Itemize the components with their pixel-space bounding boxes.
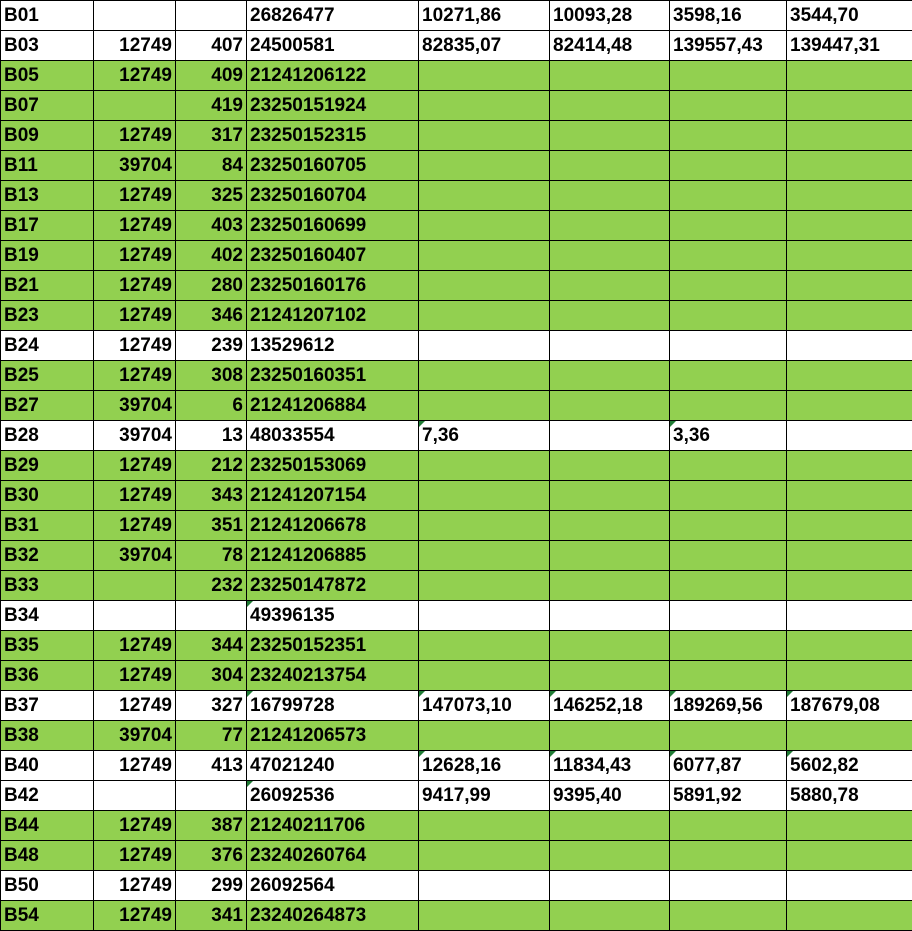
- value-b-cell[interactable]: [550, 601, 670, 631]
- value-c-cell[interactable]: [670, 211, 787, 241]
- value-b-cell[interactable]: 82414,48: [550, 31, 670, 61]
- account-cell[interactable]: 21241206885: [247, 541, 419, 571]
- table-row: [1, 331, 912, 361]
- value-d-cell[interactable]: 3544,70: [787, 1, 912, 31]
- value-c-cell[interactable]: [670, 241, 787, 271]
- value-d-cell[interactable]: [787, 331, 912, 361]
- table-row: [1, 301, 912, 331]
- value-a-cell[interactable]: [419, 511, 550, 541]
- number-cell[interactable]: 304: [176, 661, 247, 691]
- value-b-cell[interactable]: [550, 421, 670, 451]
- value-b-cell[interactable]: 146252,18: [550, 691, 670, 721]
- value-b-cell[interactable]: [550, 151, 670, 181]
- table-row: [1, 181, 912, 211]
- code-cell[interactable]: 12749: [94, 661, 176, 691]
- account-cell[interactable]: 26826477: [247, 1, 419, 31]
- value-b-cell[interactable]: [550, 301, 670, 331]
- value-d-cell[interactable]: [787, 181, 912, 211]
- value-a-cell[interactable]: [419, 391, 550, 421]
- id-cell[interactable]: B40: [1, 751, 94, 781]
- value-d-cell[interactable]: [787, 541, 912, 571]
- value-c-cell[interactable]: 139557,43: [670, 31, 787, 61]
- code-cell[interactable]: 12749: [94, 271, 176, 301]
- account-cell[interactable]: 21241207102: [247, 301, 419, 331]
- id-cell[interactable]: B11: [1, 151, 94, 181]
- account-cell[interactable]: 21241206884: [247, 391, 419, 421]
- value-d-cell[interactable]: [787, 811, 912, 841]
- value-c-cell[interactable]: [670, 661, 787, 691]
- value-c-cell[interactable]: [670, 301, 787, 331]
- value-a-cell[interactable]: 12628,16: [419, 751, 550, 781]
- value-d-cell[interactable]: [787, 301, 912, 331]
- value-d-cell[interactable]: [787, 571, 912, 601]
- value-b-cell[interactable]: 10093,28: [550, 1, 670, 31]
- code-cell[interactable]: 39704: [94, 721, 176, 751]
- number-cell[interactable]: 299: [176, 871, 247, 901]
- value-c-cell[interactable]: 3,36: [670, 421, 787, 451]
- id-cell[interactable]: B19: [1, 241, 94, 271]
- value-b-cell[interactable]: [550, 661, 670, 691]
- account-cell[interactable]: 24500581: [247, 31, 419, 61]
- number-cell[interactable]: 419: [176, 91, 247, 121]
- value-c-cell[interactable]: [670, 841, 787, 871]
- value-d-cell[interactable]: [787, 481, 912, 511]
- id-cell[interactable]: B38: [1, 721, 94, 751]
- account-cell[interactable]: 21241207154: [247, 481, 419, 511]
- number-cell[interactable]: 407: [176, 31, 247, 61]
- account-cell[interactable]: 21241206573: [247, 721, 419, 751]
- code-cell[interactable]: 12749: [94, 511, 176, 541]
- id-cell[interactable]: B24: [1, 331, 94, 361]
- id-cell[interactable]: B30: [1, 481, 94, 511]
- code-cell[interactable]: 12749: [94, 751, 176, 781]
- value-b-cell[interactable]: [550, 211, 670, 241]
- table-row: [1, 601, 912, 631]
- value-c-cell[interactable]: 6077,87: [670, 751, 787, 781]
- table-row: [1, 631, 912, 661]
- account-cell[interactable]: 21241206678: [247, 511, 419, 541]
- id-cell[interactable]: B01: [1, 1, 94, 31]
- value-d-cell[interactable]: [787, 61, 912, 91]
- number-cell[interactable]: 317: [176, 121, 247, 151]
- table-row: [1, 871, 912, 901]
- value-b-cell[interactable]: [550, 841, 670, 871]
- number-cell[interactable]: 341: [176, 901, 247, 931]
- value-c-cell[interactable]: [670, 571, 787, 601]
- id-cell[interactable]: B03: [1, 31, 94, 61]
- id-cell[interactable]: B35: [1, 631, 94, 661]
- value-b-cell[interactable]: [550, 61, 670, 91]
- code-cell[interactable]: 39704: [94, 391, 176, 421]
- value-b-cell[interactable]: [550, 871, 670, 901]
- id-cell[interactable]: B32: [1, 541, 94, 571]
- value-d-cell[interactable]: [787, 91, 912, 121]
- id-cell[interactable]: B21: [1, 271, 94, 301]
- account-cell[interactable]: 23250160351: [247, 361, 419, 391]
- value-d-cell[interactable]: [787, 391, 912, 421]
- value-a-cell[interactable]: 147073,10: [419, 691, 550, 721]
- account-cell[interactable]: 23250153069: [247, 451, 419, 481]
- number-cell[interactable]: 212: [176, 451, 247, 481]
- code-cell[interactable]: 12749: [94, 31, 176, 61]
- table-row: [1, 511, 912, 541]
- value-d-cell[interactable]: 5880,78: [787, 781, 912, 811]
- number-cell[interactable]: 239: [176, 331, 247, 361]
- id-cell[interactable]: B48: [1, 841, 94, 871]
- value-b-cell[interactable]: [550, 571, 670, 601]
- value-c-cell[interactable]: [670, 481, 787, 511]
- value-c-cell[interactable]: [670, 271, 787, 301]
- code-cell[interactable]: [94, 91, 176, 121]
- value-a-cell[interactable]: [419, 301, 550, 331]
- value-c-cell[interactable]: [670, 631, 787, 661]
- account-cell[interactable]: 13529612: [247, 331, 419, 361]
- id-cell[interactable]: B07: [1, 91, 94, 121]
- value-a-cell[interactable]: [419, 151, 550, 181]
- value-d-cell[interactable]: [787, 871, 912, 901]
- code-cell[interactable]: 39704: [94, 541, 176, 571]
- id-cell[interactable]: B37: [1, 691, 94, 721]
- number-cell[interactable]: 325: [176, 181, 247, 211]
- id-cell[interactable]: B42: [1, 781, 94, 811]
- table-row: [1, 541, 912, 571]
- value-c-cell[interactable]: [670, 121, 787, 151]
- table-row: [1, 91, 912, 121]
- value-a-cell[interactable]: [419, 631, 550, 661]
- value-d-cell[interactable]: [787, 601, 912, 631]
- account-cell[interactable]: 23250160407: [247, 241, 419, 271]
- code-cell[interactable]: 12749: [94, 211, 176, 241]
- table-row: [1, 1, 912, 31]
- value-a-cell[interactable]: [419, 451, 550, 481]
- value-c-cell[interactable]: [670, 811, 787, 841]
- value-b-cell[interactable]: [550, 721, 670, 751]
- id-cell[interactable]: B36: [1, 661, 94, 691]
- table-row: [1, 391, 912, 421]
- value-a-cell[interactable]: [419, 211, 550, 241]
- value-d-cell[interactable]: [787, 901, 912, 931]
- value-a-cell[interactable]: [419, 541, 550, 571]
- number-cell[interactable]: 280: [176, 271, 247, 301]
- number-cell[interactable]: 6: [176, 391, 247, 421]
- id-cell[interactable]: B05: [1, 61, 94, 91]
- code-cell[interactable]: [94, 601, 176, 631]
- value-a-cell[interactable]: [419, 901, 550, 931]
- number-cell[interactable]: 84: [176, 151, 247, 181]
- value-b-cell[interactable]: [550, 121, 670, 151]
- value-c-cell[interactable]: [670, 91, 787, 121]
- value-d-cell[interactable]: [787, 421, 912, 451]
- account-cell[interactable]: 23250160176: [247, 271, 419, 301]
- value-d-cell[interactable]: [787, 451, 912, 481]
- value-a-cell[interactable]: [419, 481, 550, 511]
- value-b-cell[interactable]: [550, 901, 670, 931]
- account-cell[interactable]: 48033554: [247, 421, 419, 451]
- value-a-cell[interactable]: [419, 811, 550, 841]
- code-cell[interactable]: 12749: [94, 451, 176, 481]
- account-cell[interactable]: 23240260764: [247, 841, 419, 871]
- table-row: [1, 31, 912, 61]
- value-c-cell[interactable]: 5891,92: [670, 781, 787, 811]
- value-a-cell[interactable]: [419, 91, 550, 121]
- table-row: [1, 481, 912, 511]
- value-a-cell[interactable]: [419, 571, 550, 601]
- value-c-cell[interactable]: 3598,16: [670, 1, 787, 31]
- value-b-cell[interactable]: 9395,40: [550, 781, 670, 811]
- value-d-cell[interactable]: [787, 841, 912, 871]
- code-cell[interactable]: [94, 1, 176, 31]
- code-cell[interactable]: 12749: [94, 871, 176, 901]
- id-cell[interactable]: B50: [1, 871, 94, 901]
- account-cell[interactable]: 26092536: [247, 781, 419, 811]
- value-c-cell[interactable]: [670, 391, 787, 421]
- value-c-cell[interactable]: [670, 541, 787, 571]
- id-cell[interactable]: B31: [1, 511, 94, 541]
- value-c-cell[interactable]: [670, 181, 787, 211]
- value-d-cell[interactable]: [787, 121, 912, 151]
- value-b-cell[interactable]: [550, 181, 670, 211]
- value-a-cell[interactable]: [419, 241, 550, 271]
- code-cell[interactable]: [94, 781, 176, 811]
- code-cell[interactable]: 12749: [94, 301, 176, 331]
- value-d-cell[interactable]: [787, 511, 912, 541]
- spreadsheet-body: [1, 1, 912, 931]
- table-row: [1, 661, 912, 691]
- code-cell[interactable]: 39704: [94, 421, 176, 451]
- account-cell[interactable]: 23250152351: [247, 631, 419, 661]
- code-cell[interactable]: 12749: [94, 61, 176, 91]
- id-cell[interactable]: B27: [1, 391, 94, 421]
- value-c-cell[interactable]: [670, 151, 787, 181]
- value-d-cell[interactable]: [787, 361, 912, 391]
- table-row: [1, 751, 912, 781]
- table-row: [1, 211, 912, 241]
- number-cell[interactable]: 308: [176, 361, 247, 391]
- code-cell[interactable]: 12749: [94, 481, 176, 511]
- value-a-cell[interactable]: [419, 121, 550, 151]
- value-a-cell[interactable]: [419, 871, 550, 901]
- table-row: [1, 901, 912, 931]
- value-a-cell[interactable]: 10271,86: [419, 1, 550, 31]
- code-cell[interactable]: 12749: [94, 841, 176, 871]
- value-a-cell[interactable]: 7,36: [419, 421, 550, 451]
- table-row: [1, 781, 912, 811]
- value-d-cell[interactable]: 187679,08: [787, 691, 912, 721]
- code-cell[interactable]: 39704: [94, 151, 176, 181]
- value-a-cell[interactable]: 9417,99: [419, 781, 550, 811]
- number-cell[interactable]: 376: [176, 841, 247, 871]
- value-c-cell[interactable]: 189269,56: [670, 691, 787, 721]
- account-cell[interactable]: 23250147872: [247, 571, 419, 601]
- value-c-cell[interactable]: [670, 901, 787, 931]
- value-c-cell[interactable]: [670, 721, 787, 751]
- value-d-cell[interactable]: [787, 241, 912, 271]
- value-d-cell[interactable]: [787, 151, 912, 181]
- value-d-cell[interactable]: 139447,31: [787, 31, 912, 61]
- number-cell[interactable]: 402: [176, 241, 247, 271]
- value-b-cell[interactable]: [550, 91, 670, 121]
- account-cell[interactable]: 23250152315: [247, 121, 419, 151]
- value-a-cell[interactable]: [419, 361, 550, 391]
- number-cell[interactable]: 13: [176, 421, 247, 451]
- account-cell[interactable]: 23240264873: [247, 901, 419, 931]
- value-c-cell[interactable]: [670, 511, 787, 541]
- number-cell[interactable]: 78: [176, 541, 247, 571]
- table-row: [1, 841, 912, 871]
- number-cell[interactable]: 343: [176, 481, 247, 511]
- number-cell[interactable]: [176, 781, 247, 811]
- table-row: [1, 721, 912, 751]
- number-cell[interactable]: 351: [176, 511, 247, 541]
- value-c-cell[interactable]: [670, 451, 787, 481]
- value-b-cell[interactable]: [550, 511, 670, 541]
- value-b-cell[interactable]: 11834,43: [550, 751, 670, 781]
- code-cell[interactable]: 12749: [94, 241, 176, 271]
- value-c-cell[interactable]: [670, 871, 787, 901]
- value-a-cell[interactable]: [419, 721, 550, 751]
- value-b-cell[interactable]: [550, 391, 670, 421]
- value-d-cell[interactable]: [787, 721, 912, 751]
- value-d-cell[interactable]: 5602,82: [787, 751, 912, 781]
- value-c-cell[interactable]: [670, 601, 787, 631]
- account-cell[interactable]: 23250160705: [247, 151, 419, 181]
- code-cell[interactable]: 12749: [94, 361, 176, 391]
- number-cell[interactable]: 409: [176, 61, 247, 91]
- value-b-cell[interactable]: [550, 451, 670, 481]
- code-cell[interactable]: 12749: [94, 121, 176, 151]
- number-cell[interactable]: 387: [176, 811, 247, 841]
- id-cell[interactable]: B44: [1, 811, 94, 841]
- value-c-cell[interactable]: [670, 331, 787, 361]
- id-cell[interactable]: B13: [1, 181, 94, 211]
- id-cell[interactable]: B29: [1, 451, 94, 481]
- table-row: [1, 361, 912, 391]
- code-cell[interactable]: [94, 571, 176, 601]
- value-a-cell[interactable]: 82835,07: [419, 31, 550, 61]
- value-d-cell[interactable]: [787, 271, 912, 301]
- number-cell[interactable]: 327: [176, 691, 247, 721]
- account-cell[interactable]: 47021240: [247, 751, 419, 781]
- value-b-cell[interactable]: [550, 541, 670, 571]
- number-cell[interactable]: [176, 601, 247, 631]
- code-cell[interactable]: 12749: [94, 691, 176, 721]
- id-cell[interactable]: B17: [1, 211, 94, 241]
- number-cell[interactable]: 344: [176, 631, 247, 661]
- id-cell[interactable]: B33: [1, 571, 94, 601]
- account-cell[interactable]: 23250160704: [247, 181, 419, 211]
- value-b-cell[interactable]: [550, 241, 670, 271]
- id-cell[interactable]: B25: [1, 361, 94, 391]
- value-d-cell[interactable]: [787, 661, 912, 691]
- account-cell[interactable]: 26092564: [247, 871, 419, 901]
- account-cell[interactable]: 21240211706: [247, 811, 419, 841]
- table-row: [1, 811, 912, 841]
- code-cell[interactable]: 12749: [94, 331, 176, 361]
- code-cell[interactable]: 12749: [94, 181, 176, 211]
- number-cell[interactable]: 77: [176, 721, 247, 751]
- table-row: [1, 121, 912, 151]
- table-row: [1, 151, 912, 181]
- number-cell[interactable]: 403: [176, 211, 247, 241]
- account-cell[interactable]: 23250160699: [247, 211, 419, 241]
- value-c-cell[interactable]: [670, 361, 787, 391]
- table-row: [1, 241, 912, 271]
- value-b-cell[interactable]: [550, 481, 670, 511]
- id-cell[interactable]: B09: [1, 121, 94, 151]
- account-cell[interactable]: 21241206122: [247, 61, 419, 91]
- value-d-cell[interactable]: [787, 631, 912, 661]
- value-c-cell[interactable]: [670, 61, 787, 91]
- number-cell[interactable]: 232: [176, 571, 247, 601]
- table-row: [1, 61, 912, 91]
- account-cell[interactable]: 23250151924: [247, 91, 419, 121]
- number-cell[interactable]: 413: [176, 751, 247, 781]
- table-row: [1, 691, 912, 721]
- account-cell[interactable]: 49396135: [247, 601, 419, 631]
- value-b-cell[interactable]: [550, 631, 670, 661]
- id-cell[interactable]: B23: [1, 301, 94, 331]
- value-a-cell[interactable]: [419, 601, 550, 631]
- id-cell[interactable]: B34: [1, 601, 94, 631]
- value-a-cell[interactable]: [419, 841, 550, 871]
- code-cell[interactable]: 12749: [94, 811, 176, 841]
- table-row: [1, 451, 912, 481]
- id-cell[interactable]: B28: [1, 421, 94, 451]
- account-cell[interactable]: 16799728: [247, 691, 419, 721]
- value-a-cell[interactable]: [419, 331, 550, 361]
- value-b-cell[interactable]: [550, 271, 670, 301]
- value-d-cell[interactable]: [787, 211, 912, 241]
- value-a-cell[interactable]: [419, 181, 550, 211]
- value-b-cell[interactable]: [550, 331, 670, 361]
- id-cell[interactable]: B54: [1, 901, 94, 931]
- table-row: [1, 271, 912, 301]
- account-cell[interactable]: 23240213754: [247, 661, 419, 691]
- table-row: [1, 571, 912, 601]
- table-row: [1, 421, 912, 451]
- code-cell[interactable]: 12749: [94, 901, 176, 931]
- value-a-cell[interactable]: [419, 61, 550, 91]
- code-cell[interactable]: 12749: [94, 631, 176, 661]
- value-b-cell[interactable]: [550, 811, 670, 841]
- number-cell[interactable]: [176, 1, 247, 31]
- number-cell[interactable]: 346: [176, 301, 247, 331]
- value-a-cell[interactable]: [419, 271, 550, 301]
- value-a-cell[interactable]: [419, 661, 550, 691]
- value-b-cell[interactable]: [550, 361, 670, 391]
